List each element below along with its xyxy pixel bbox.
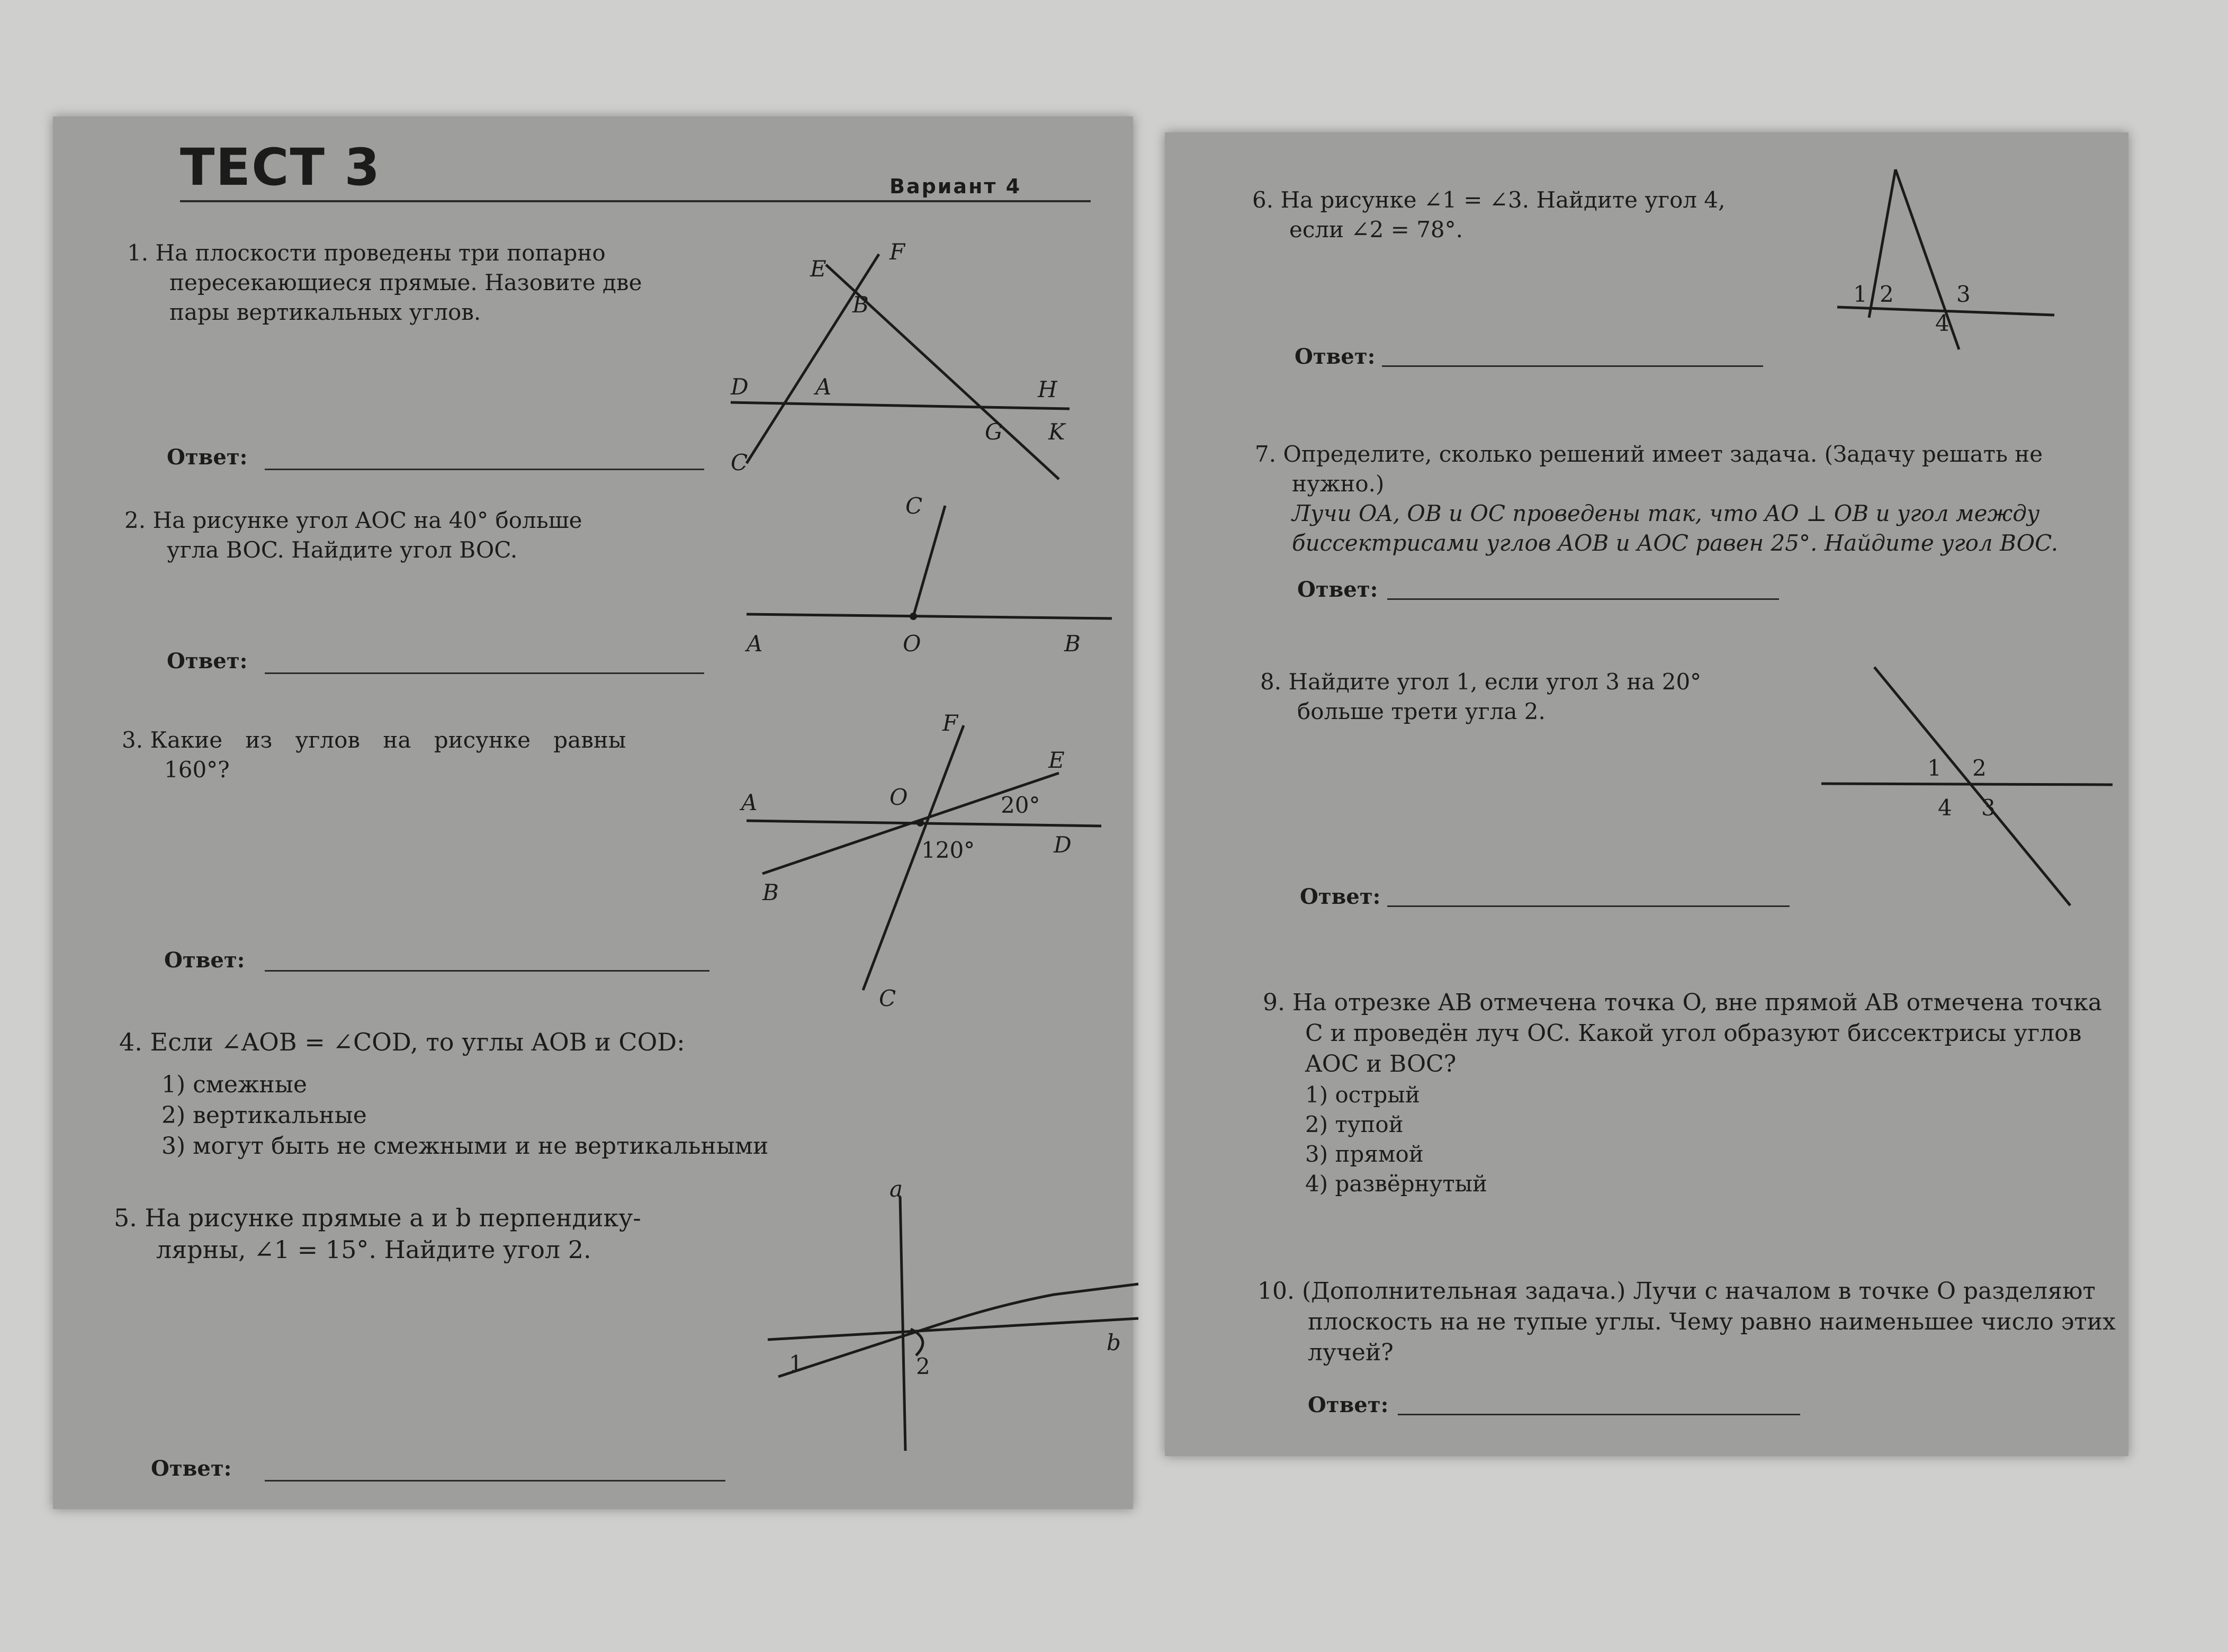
question-1 — [127, 238, 762, 327]
option-1[interactable]: 1) смежные — [161, 1071, 307, 1098]
answer-label-2: Ответ: — [167, 649, 248, 674]
label-d: D — [1054, 832, 1072, 858]
line-fc — [747, 254, 879, 463]
answer-label-6: Ответ: — [1295, 344, 1376, 369]
right-page — [1165, 132, 2128, 1456]
figure-q8 — [1821, 662, 2118, 916]
angle-label-4: 4 — [1935, 310, 1950, 336]
question-number: 10. — [1257, 1278, 1295, 1305]
question-7 — [1255, 439, 2123, 558]
answer-field-6[interactable] — [1382, 365, 1763, 367]
question-number: 1. — [127, 240, 149, 266]
label-b: B — [762, 879, 779, 905]
line-ad — [747, 821, 1101, 826]
label-f: F — [942, 710, 958, 736]
answer-label-10: Ответ: — [1308, 1393, 1389, 1417]
answer-label-3: Ответ: — [164, 948, 245, 973]
question-4-options — [161, 1070, 768, 1162]
angle-label-2: 2 — [1880, 281, 1894, 307]
question-text-line: C и проведён луч OC. Какой угол образуют биссектрисы углов — [1305, 1020, 2082, 1047]
label-c: C — [731, 450, 748, 475]
angle-label-1: 1 — [1853, 281, 1867, 307]
line-b — [768, 1318, 1138, 1340]
question-text-line: На отрезке AB отмечена точка O, вне прямой AB отмечена точка — [1292, 989, 2103, 1016]
answer-label-5: Ответ: — [151, 1456, 232, 1481]
answer-field-3[interactable] — [265, 970, 709, 972]
label-c: C — [905, 493, 923, 519]
angle-label-1: 1 — [1927, 755, 1942, 781]
test-title: ТЕСТ 3 — [180, 138, 381, 197]
label-f: F — [890, 239, 905, 265]
line-a — [900, 1197, 905, 1451]
answer-field-10[interactable] — [1398, 1414, 1800, 1415]
question-text-line: Определите, сколько решений имеет задача. (Задачу решать не — [1283, 441, 2043, 467]
figure-q2 — [731, 493, 1122, 667]
question-text-line: AOC и BOC? — [1305, 1051, 1457, 1078]
question-text-line: На рисунке ∠1 = ∠3. Найдите угол 4, — [1280, 187, 1726, 213]
label-k: K — [1048, 419, 1065, 445]
question-text-line: Какие из углов на рисунке равны — [150, 727, 626, 753]
question-text-line: На рисунке угол AOC на 40° больше — [152, 507, 582, 533]
question-text-line: (Дополнительная задача.) Лучи с началом в точке O разделяют — [1301, 1278, 2096, 1305]
question-text-line: Найдите угол 1, если угол 3 на 20° — [1288, 669, 1702, 695]
label-b: B — [1064, 631, 1081, 657]
question-6 — [1252, 185, 1835, 245]
line-ab — [747, 614, 1112, 618]
question-text-line: плоскость на не тупые углы. Чему равно наименьшее число этих — [1308, 1308, 2116, 1335]
option-3[interactable]: 3) прямой — [1305, 1141, 1424, 1167]
answer-label-7: Ответ: — [1297, 577, 1378, 602]
question-text-line: если ∠2 = 78°. — [1289, 217, 1463, 243]
ray-oc — [913, 506, 945, 616]
label-b: b — [1107, 1330, 1121, 1355]
line-oblique — [778, 1284, 1138, 1377]
question-text-line: На рисунке прямые a и b перпендику- — [145, 1204, 641, 1232]
question-text-line: пересекающиеся прямые. Назовите две — [169, 270, 642, 295]
angle-label-20: 20° — [1001, 792, 1040, 818]
left-page — [53, 116, 1133, 1509]
point-o — [910, 613, 917, 620]
angle-label-3: 3 — [1981, 795, 1996, 821]
question-text-line: Лучи OA, OB и OC проведены так, что AO ⊥ OB и угол между — [1292, 500, 2040, 526]
option-2[interactable]: 2) тупой — [1305, 1111, 1404, 1137]
question-text-line: нужно.) — [1292, 471, 1385, 497]
label-e: E — [810, 256, 826, 282]
label-o: O — [903, 631, 921, 657]
variant-label: Вариант 4 — [890, 175, 1022, 198]
question-4 — [119, 1027, 966, 1057]
answer-field-8[interactable] — [1387, 905, 1790, 907]
transversal-line — [1874, 667, 2070, 905]
question-9 — [1263, 987, 2121, 1080]
triangle-right-side — [1895, 169, 1959, 349]
figure-q3 — [731, 710, 1122, 1011]
option-1[interactable]: 1) острый — [1305, 1082, 1420, 1108]
question-text-line: 160°? — [164, 757, 230, 783]
figure-q5 — [757, 1175, 1138, 1472]
answer-label-1: Ответ: — [167, 445, 248, 470]
answer-field-2[interactable] — [265, 672, 704, 674]
option-2[interactable]: 2) вертикальные — [161, 1102, 367, 1129]
question-number: 4. — [119, 1028, 142, 1056]
question-number: 7. — [1255, 441, 1277, 467]
label-b: B — [852, 292, 869, 318]
line-eb — [762, 773, 1059, 874]
angle-label-1: 1 — [789, 1351, 803, 1377]
question-number: 3. — [122, 727, 143, 753]
question-text-line: пары вертикальных углов. — [169, 299, 481, 325]
question-text-line: лучей? — [1308, 1339, 1394, 1366]
question-number: 9. — [1263, 989, 1285, 1016]
figure-q1 — [731, 239, 1133, 487]
question-text-line: лярны, ∠1 = 15°. Найдите угол 2. — [156, 1235, 591, 1264]
question-5 — [114, 1202, 802, 1265]
question-9-options — [1305, 1080, 1487, 1199]
label-o: O — [890, 784, 908, 810]
angle-label-120: 120° — [921, 837, 975, 863]
label-a: A — [747, 631, 763, 657]
label-a: A — [741, 789, 758, 815]
angle-label-2: 2 — [916, 1353, 930, 1379]
point-o — [917, 819, 924, 827]
label-g: G — [985, 419, 1003, 445]
question-8 — [1260, 667, 1843, 726]
question-number: 5. — [114, 1204, 137, 1232]
figure-q6 — [1837, 159, 2060, 349]
answer-field-5[interactable] — [265, 1480, 725, 1482]
question-text-line: больше трети угла 2. — [1297, 698, 1546, 724]
question-text-line: Если ∠AOB = ∠COD, то углы AOB и COD: — [150, 1028, 685, 1056]
answer-field-1[interactable] — [265, 469, 704, 470]
question-number: 6. — [1252, 187, 1274, 213]
answer-label-8: Ответ: — [1300, 884, 1381, 909]
option-4[interactable]: 4) развёрнутый — [1305, 1171, 1488, 1197]
question-text-line: На плоскости проведены три попарно — [155, 240, 606, 266]
question-2 — [124, 506, 760, 565]
angle-label-2: 2 — [1972, 755, 1987, 781]
horizontal-line — [1821, 784, 2113, 785]
angle-label-3: 3 — [1956, 281, 1971, 307]
question-text-line: угла BOC. Найдите угол BOC. — [167, 537, 518, 563]
option-3[interactable]: 3) могут быть не смежными и не вертикальными — [161, 1133, 769, 1160]
question-number: 8. — [1260, 669, 1282, 695]
label-a: a — [890, 1176, 903, 1202]
label-h: H — [1038, 376, 1057, 402]
question-text-line: биссектрисами углов AOB и AOC равен 25°. Найдите угол BOC. — [1292, 530, 2059, 556]
question-number: 2. — [124, 507, 146, 533]
title-rule — [180, 200, 1091, 202]
label-c: C — [879, 985, 896, 1011]
angle-label-4: 4 — [1938, 795, 1952, 821]
label-d: D — [731, 374, 749, 400]
answer-field-7[interactable] — [1387, 598, 1779, 600]
question-3 — [122, 725, 768, 785]
label-e: E — [1048, 747, 1065, 773]
label-a: A — [815, 374, 832, 400]
question-10 — [1257, 1276, 2121, 1368]
